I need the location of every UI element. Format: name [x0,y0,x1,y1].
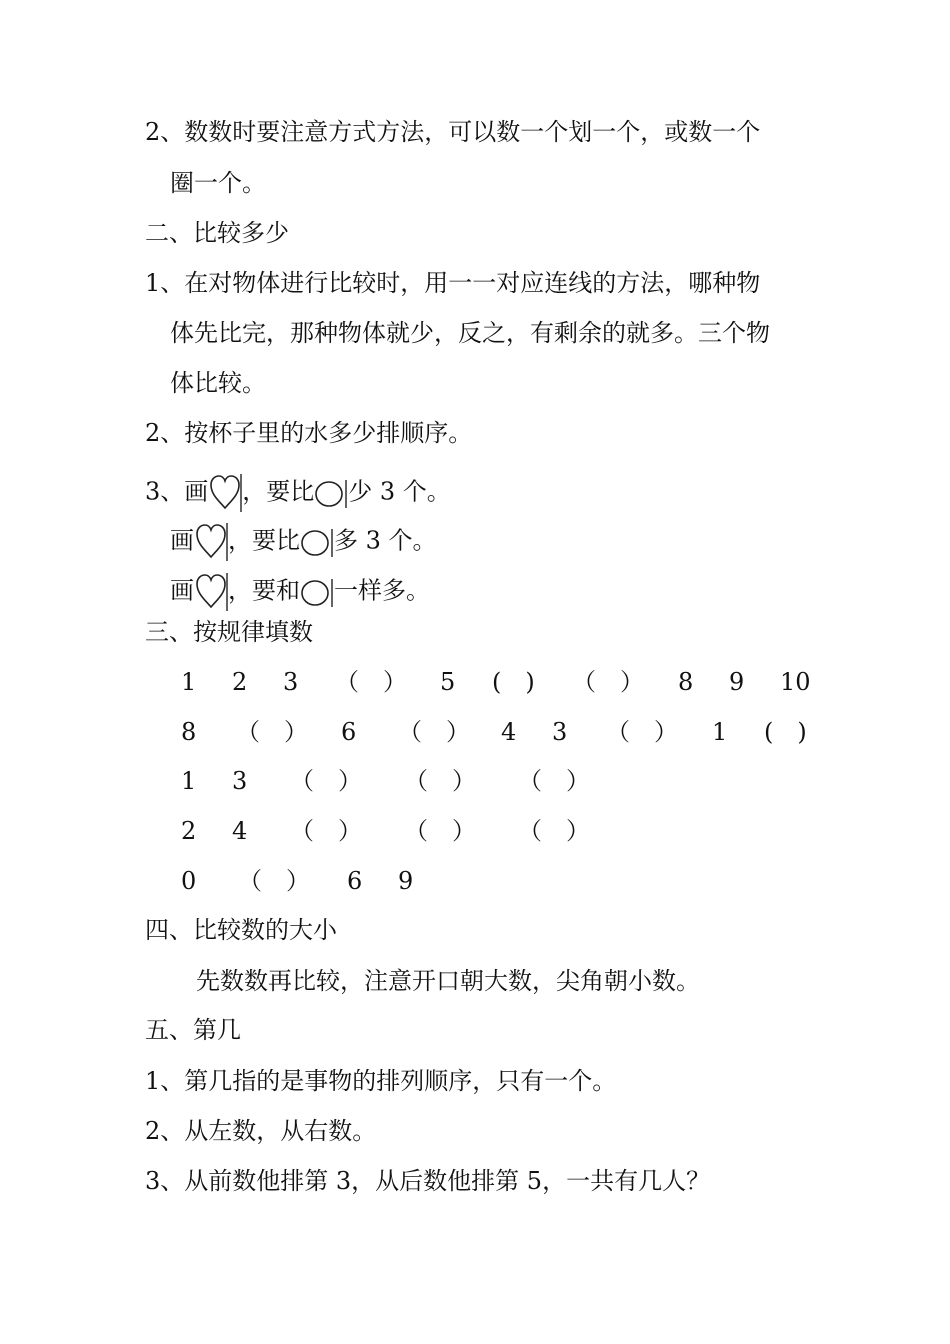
sequence-blank: （ ） [398,718,470,746]
instruction-text: ，要比 [242,477,315,506]
instruction-text: 画 [170,576,194,605]
section-heading: 四、比较数的大小 [145,916,337,944]
sequence-row [0,717,950,747]
sequence-item: 1 [712,718,728,746]
sequence-blank: （ ） [518,767,590,795]
sequence-item: 5 [440,668,456,696]
paragraph-line: 圈一个。 [170,169,266,197]
sequence-blank: ( ) [764,718,807,746]
circle-icon [300,577,334,607]
sequence-row [0,766,950,796]
section-heading: 五、第几 [145,1016,241,1044]
instruction-text: ，要比 [228,526,300,555]
sequence-item: 6 [341,718,357,746]
paragraph-line: 3、从前数他排第 3，从后数他排第 5，一共有几人？ [145,1167,711,1195]
draw-instruction-row [170,573,430,611]
heart-icon [194,523,228,561]
sequence-blank: ( ) [492,668,535,696]
instruction-text: 画 [170,526,194,555]
sequence-blank: （ ） [238,867,310,895]
instruction-text: ，要和 [228,576,300,605]
sequence-blank: （ ） [290,817,362,845]
section-heading: 三、按规律填数 [145,618,313,646]
paragraph-line: 2、数数时要注意方式方法，可以数一个划一个，或数一个 [145,118,761,146]
heart-icon [194,573,228,611]
sequence-item: 8 [181,718,197,746]
sequence-blank: （ ） [518,817,590,845]
sequence-item: 2 [181,817,197,845]
heart-icon [208,474,242,512]
sequence-item: 3 [552,718,568,746]
paragraph-line: 2、从左数，从右数。 [145,1117,377,1145]
section-heading: 二、比较多少 [145,219,289,247]
sequence-blank: （ ） [404,817,476,845]
sequence-item: 0 [181,867,197,895]
instruction-text: 多 3 个。 [334,526,437,555]
sequence-row [0,667,950,697]
sequence-item: 3 [283,668,299,696]
circle-icon [300,527,334,557]
sequence-row [0,866,950,896]
instruction-text: 3、画 [145,477,209,506]
sequence-item: 4 [232,817,248,845]
sequence-blank: （ ） [404,767,476,795]
sequence-item: 8 [678,668,694,696]
paragraph-line: 先数数再比较，注意开口朝大数，尖角朝小数。 [196,967,700,995]
instruction-text: 一样多。 [334,576,430,605]
sequence-item: 3 [232,767,248,795]
instruction-text: 少 3 个。 [348,477,451,506]
sequence-item: 1 [181,767,197,795]
sequence-item: 4 [501,718,517,746]
sequence-blank: （ ） [606,718,678,746]
draw-instruction-row [145,474,451,512]
paragraph-line: 1、第几指的是事物的排列顺序，只有一个。 [145,1067,617,1095]
sequence-item: 1 [181,668,197,696]
sequence-item: 2 [232,668,248,696]
draw-instruction-row [170,523,437,561]
sequence-row [0,816,950,846]
paragraph-line: 体比较。 [170,369,266,397]
sequence-blank: （ ） [572,668,644,696]
paragraph-line: 2、按杯子里的水多少排顺序。 [145,419,473,447]
sequence-item: 6 [347,867,363,895]
sequence-blank: （ ） [335,668,407,696]
circle-icon [314,478,348,508]
sequence-item: 9 [398,867,414,895]
sequence-item: 9 [729,668,745,696]
sequence-item: 10 [780,668,811,696]
paragraph-line: 1、在对物体进行比较时，用一一对应连线的方法，哪种物 [145,269,761,297]
sequence-blank: （ ） [236,718,308,746]
paragraph-line: 体先比完，那种物体就少，反之，有剩余的就多。三个物 [170,319,770,347]
sequence-blank: （ ） [290,767,362,795]
